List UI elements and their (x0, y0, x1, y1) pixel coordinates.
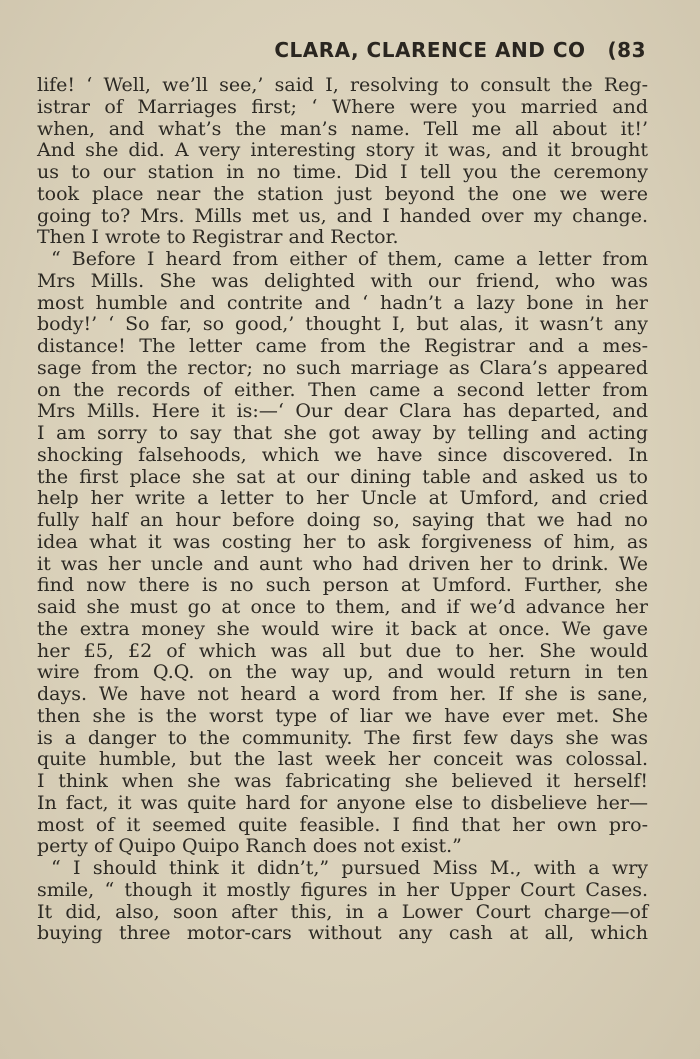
text-line: most humble and contrite and ‘ hadn’t a lazy bone in her (37, 291, 648, 314)
text-line: Then I wrote to Registrar and Rector. (37, 226, 399, 249)
text-line: her £5, £2 of which was all but due to her. She would (37, 639, 648, 662)
text-line: Mrs Mills. Here it is:—‘ Our dear Clara has departed, and (37, 400, 648, 423)
text-line: said she must go at once to them, and if we’d advance her (37, 596, 648, 618)
text-line: going to? Mrs. Mills met us, and I handed over my change. (37, 204, 648, 227)
text-line: Mrs Mills. She was delighted with our friend, who was (37, 269, 648, 292)
body-text (37, 75, 648, 945)
text-line: smile, “ though it mostly figures in her Upper Court Cases. (37, 878, 648, 901)
text-line: idea what it was costing her to ask forgiveness of him, as (37, 530, 648, 553)
text-line: It did, also, soon after this, in a Lower Court charge—of (37, 900, 648, 923)
text-line: the first place she sat at our dining table and asked us to (37, 465, 648, 488)
text-line: the extra money she would wire it back at once. We gave (37, 617, 648, 640)
text-line: sage from the rector; no such marriage as Clara’s appeared (37, 356, 648, 379)
text-line: life! ‘ Well, we’ll see,’ said I, resolving to consult the Reg- (37, 74, 648, 96)
text-line: find now there is no such person at Umford. Further, she (37, 574, 648, 597)
text-line: And she did. A very interesting story it was, and it brought (37, 139, 648, 162)
text-line: when, and what’s the man’s name. Tell me all about it!’ (37, 117, 648, 140)
chapter-title: CLARA, CLARENCE AND CO (274, 38, 586, 62)
text-line: wire from Q.Q. on the way up, and would return in ten (37, 661, 648, 684)
text-line: distance! The letter came from the Registrar and a mes- (37, 335, 648, 357)
page-number: (83 (607, 38, 646, 62)
text-line: is a danger to the community. The first few days she was (37, 726, 648, 749)
text-line: us to our station in no time. Did I tell you the ceremony (37, 161, 648, 183)
text-line: istrar of Marriages first; ‘ Where were you married and (37, 95, 648, 118)
text-line: quite humble, but the last week her conceit was colossal. (37, 748, 648, 771)
text-line: days. We have not heard a word from her. If she is sane, (37, 683, 648, 705)
text-line: perty of Quipo Quipo Ranch does not exist.” (37, 835, 462, 858)
text-line: “ Before I heard from either of them, came a letter from (51, 248, 648, 270)
text-line: on the records of either. Then came a second letter from (37, 378, 648, 401)
text-line: help her write a letter to her Uncle at Umford, and cried (37, 487, 648, 510)
text-line: “ I should think it didn’t,” pursued Miss M., with a wry (51, 857, 648, 879)
text-line: shocking falsehoods, which we have since discovered. In (37, 443, 648, 466)
text-line: it was her uncle and aunt who had driven her to drink. We (37, 552, 648, 575)
text-line: I am sorry to say that she got away by telling and acting (37, 422, 648, 444)
text-line: body!’ ‘ So far, so good,’ thought I, but alas, it wasn’t any (37, 313, 648, 336)
text-line: most of it seemed quite feasible. I find that her own pro- (37, 813, 648, 836)
text-line: then she is the worst type of liar we have ever met. She (37, 704, 648, 727)
text-line: took place near the station just beyond the one we were (37, 182, 648, 205)
running-head (274, 38, 646, 62)
text-line: buying three motor-cars without any cash at all, which (37, 922, 648, 945)
text-line: fully half an hour before doing so, saying that we had no (37, 509, 648, 531)
text-line: In fact, it was quite hard for anyone else to disbelieve her— (37, 791, 648, 814)
text-line: I think when she was fabricating she believed it herself! (37, 770, 648, 792)
